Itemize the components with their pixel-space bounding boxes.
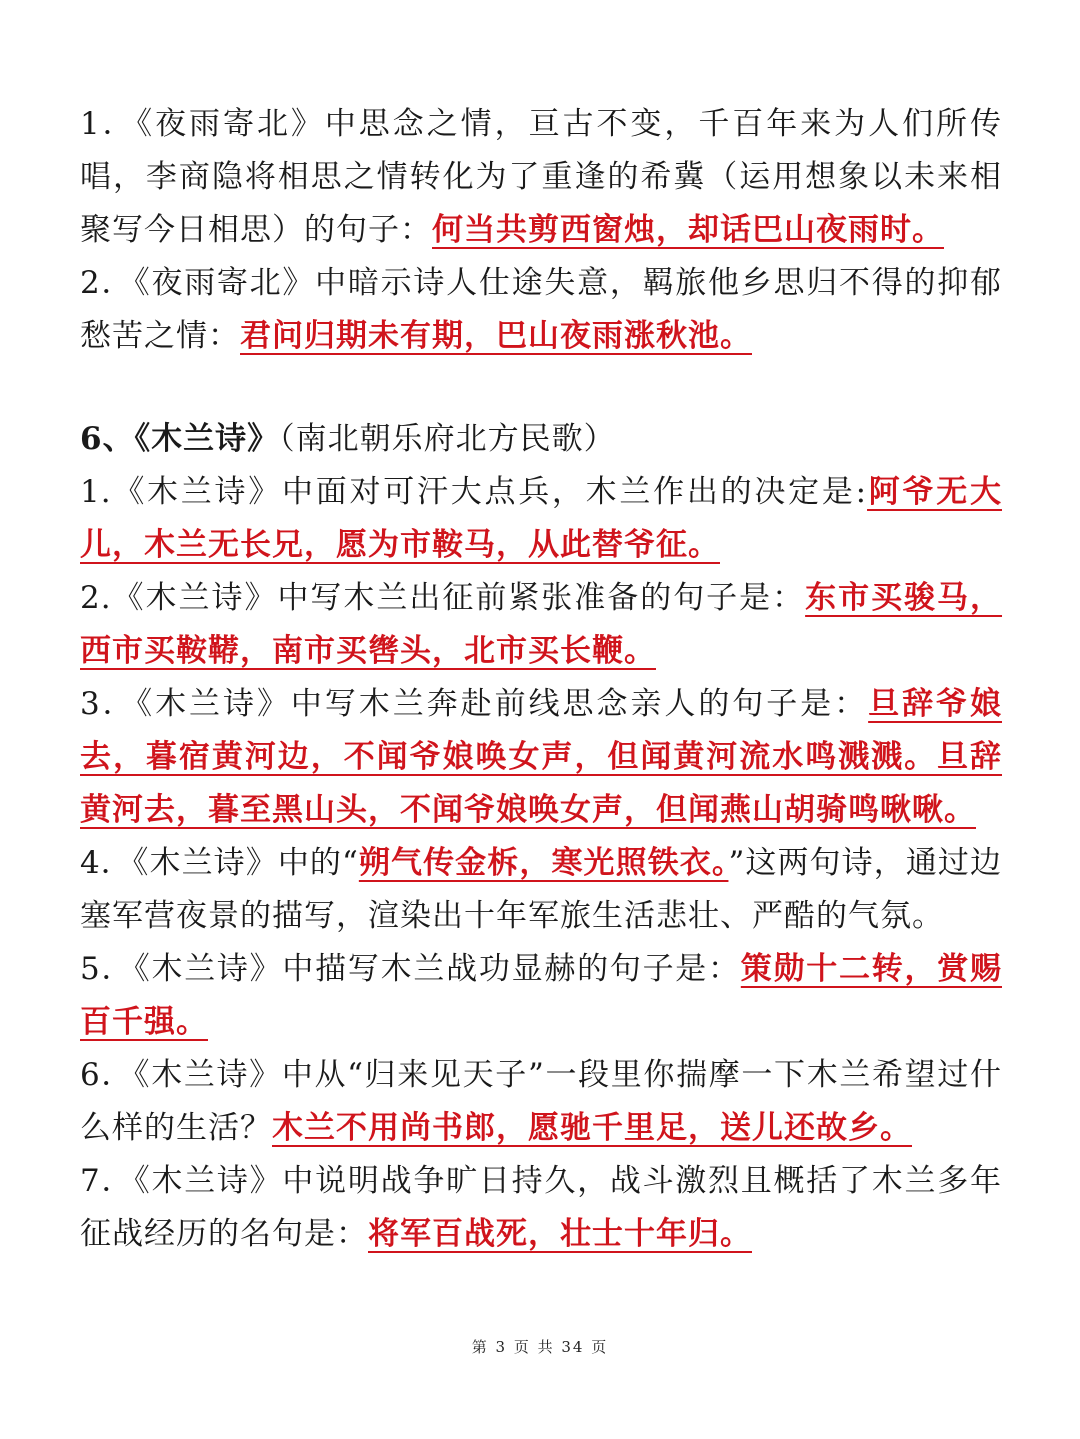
answer-text: 将军百战死，壮士十年归。 (368, 1216, 752, 1252)
question-text: 1.《木兰诗》中面对可汗大点兵，木兰作出的决定是: (80, 474, 868, 510)
section-heading (80, 413, 1002, 466)
question-text: 1．《夜雨寄北》中思念之情，亘古不变，千百年来为人们所传唱，李商隐将相思之情转化为了重逢的希冀（运用想象以未来相聚写今日相思）的句子： (80, 106, 1002, 248)
question-item (80, 1049, 1002, 1155)
question-text-suffix: ”这两句诗，通过边塞军营夜景的描写，渲染出十年军旅生活悲壮、严酷的气氛。 (80, 845, 1002, 934)
section-heading-title: 6、《木兰诗》 (80, 421, 280, 457)
question-item (80, 837, 1002, 943)
question-text: 5．《木兰诗》中描写木兰战功显赫的句子是： (80, 951, 741, 987)
answer-text: 策勋十二转，赏赐百千强。 (80, 951, 1002, 1040)
question-text: 6．《木兰诗》中从“归来见天子”一段里你揣摩一下木兰希望过什么样的生活？ (80, 1057, 1002, 1146)
answer-text: 阿爷无大儿，木兰无长兄，愿为市鞍马，从此替爷征。 (80, 474, 1002, 563)
question-text: 3．《木兰诗》中写木兰奔赴前线思念亲人的句子是： (80, 686, 869, 722)
question-text: 4．《木兰诗》中的“ (80, 845, 359, 881)
question-item (80, 98, 1002, 257)
question-item (80, 1155, 1002, 1261)
question-item (80, 572, 1002, 678)
answer-text: 木兰不用尚书郎，愿驰千里足，送儿还故乡。 (272, 1110, 912, 1146)
question-text: 2.《木兰诗》中写木兰出征前紧张准备的句子是： (80, 580, 806, 616)
question-item (80, 257, 1002, 363)
question-item (80, 466, 1002, 572)
answer-text: 君问归期未有期，巴山夜雨涨秋池。 (240, 318, 752, 354)
answer-text: 何当共剪西窗烛，却话巴山夜雨时。 (432, 212, 944, 248)
section-gap (80, 363, 1002, 413)
section-heading-subtitle: （南北朝乐府北方民歌） (279, 421, 616, 457)
question-item (80, 943, 1002, 1049)
question-text: 7．《木兰诗》中说明战争旷日持久，战斗激烈且概括了木兰多年征战经历的名句是： (80, 1163, 1002, 1252)
answer-text: 旦辞爷娘去，暮宿黄河边，不闻爷娘唤女声，但闻黄河流水鸣溅溅。旦辞黄河去，暮至黑山头，不闻爷娘唤女声，但闻燕山胡骑鸣啾啾。 (80, 686, 1002, 828)
answer-text: 东市买骏马，西市买鞍鞯，南市买辔头，北市买长鞭。 (80, 580, 1003, 669)
page-number-footer: 第 3 页 共 34 页 (471, 1338, 609, 1356)
question-text: 2．《夜雨寄北》中暗示诗人仕途失意，羁旅他乡思归不得的抑郁愁苦之情： (80, 265, 1002, 354)
document-page (80, 98, 1002, 1261)
question-item (80, 678, 1002, 837)
answer-text: 朔气传金柝，寒光照铁衣。 (358, 845, 729, 881)
